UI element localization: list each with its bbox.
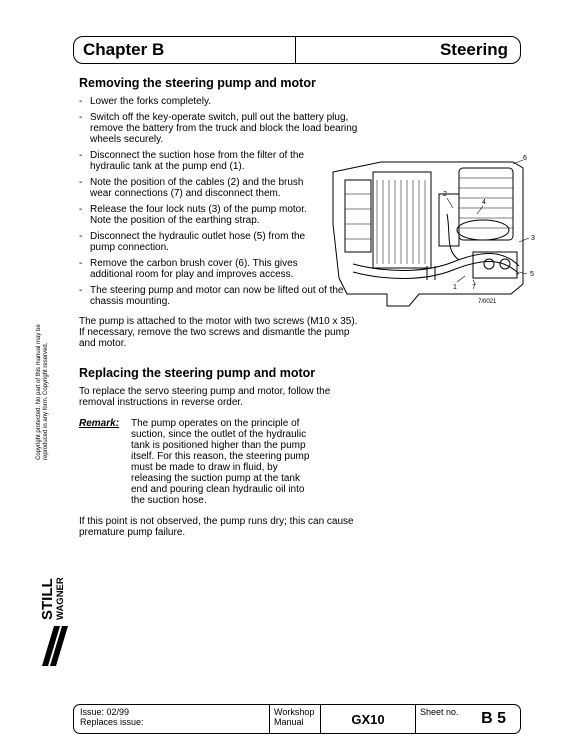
logo-still: STILL	[39, 578, 56, 620]
remark-text: The pump operates on the principle of suction, since the outlet of the hydraulic tank is positioned higher than the pump itself. For this reason, the steering pump must be made to draw in fluid, by releasing the suction pump at the tank end and pouring clean hydraulic oil into the suction hose.	[131, 418, 310, 506]
replacing-heading: Replacing the steering pump and motor	[79, 366, 316, 380]
issue-date: Issue: 02/99	[80, 707, 130, 717]
figure-code: 7/0021	[478, 299, 497, 305]
model-name: GX10	[321, 705, 416, 733]
replacing-paragraph: To replace the servo steering pump and motor, follow the removal instructions in reverse order.	[79, 386, 331, 408]
copyright-notice: Copyright protected. No part of this manual may be reproduced in any form. Copyright reserved.	[36, 324, 49, 460]
manual-line-1: Workshop	[274, 707, 315, 717]
callout-2: 2	[443, 191, 447, 198]
manual-line-2: Manual	[274, 717, 304, 727]
callout-5: 5	[530, 271, 534, 278]
manual-type	[270, 705, 321, 733]
page-footer	[73, 704, 521, 734]
section-title: Steering	[439, 40, 508, 59]
chapter-title: Chapter B	[74, 37, 296, 63]
callout-3: 3	[531, 235, 535, 242]
pump-attachment-paragraph: The pump is attached to the motor with two screws (M10 x 35). If necessary, remove the two screws and dismantle the pump and motor.	[79, 316, 358, 349]
warning-paragraph: If this point is not observed, the pump runs dry; this can cause premature pump failure.	[79, 516, 354, 538]
sheet-label: Sheet no.	[420, 707, 459, 717]
callout-4: 4	[482, 199, 486, 206]
step-item: - Switch off the key-operate switch, pull out the battery plug, remove the battery from the truck and block the load bearing wheels securely.	[79, 112, 363, 145]
removing-heading: Removing the steering pump and motor	[79, 76, 316, 90]
remark-label: Remark:	[79, 418, 120, 429]
callout-7: 7	[472, 284, 476, 291]
callout-1: 1	[453, 284, 457, 291]
removal-steps	[79, 96, 363, 307]
page-header	[73, 36, 521, 64]
pump-motor-illustration	[323, 154, 543, 310]
main-content	[79, 76, 363, 538]
issue-info	[74, 705, 270, 733]
callout-6: 6	[523, 155, 527, 162]
step-item: - Disconnect the hydraulic outlet hose (5) from the pump connection.	[79, 231, 312, 253]
step-item: - Disconnect the suction hose from the filter of the hydraulic tank at the pump end (1).	[79, 150, 312, 172]
step-item: - Note the position of the cables (2) and the brush wear connections (7) and disconnect them.	[79, 177, 312, 199]
remark-block	[79, 418, 363, 506]
step-item: - Release the four lock nuts (3) of the pump motor. Note the position of the earthing strap.	[79, 204, 312, 226]
still-wagner-logo	[38, 522, 68, 666]
replaces-issue: Replaces issue:	[80, 717, 144, 727]
sheet-info	[416, 705, 520, 733]
step-item: - Lower the forks completely.	[79, 96, 363, 107]
sheet-number: B 5	[481, 710, 506, 727]
step-item: - The steering pump and motor can now be lifted out of the chassis mounting.	[79, 285, 363, 307]
logo-wagner: WAGNER	[55, 577, 66, 620]
step-item: - Remove the carbon brush cover (6). This gives additional room for play and improves access.	[79, 258, 312, 280]
